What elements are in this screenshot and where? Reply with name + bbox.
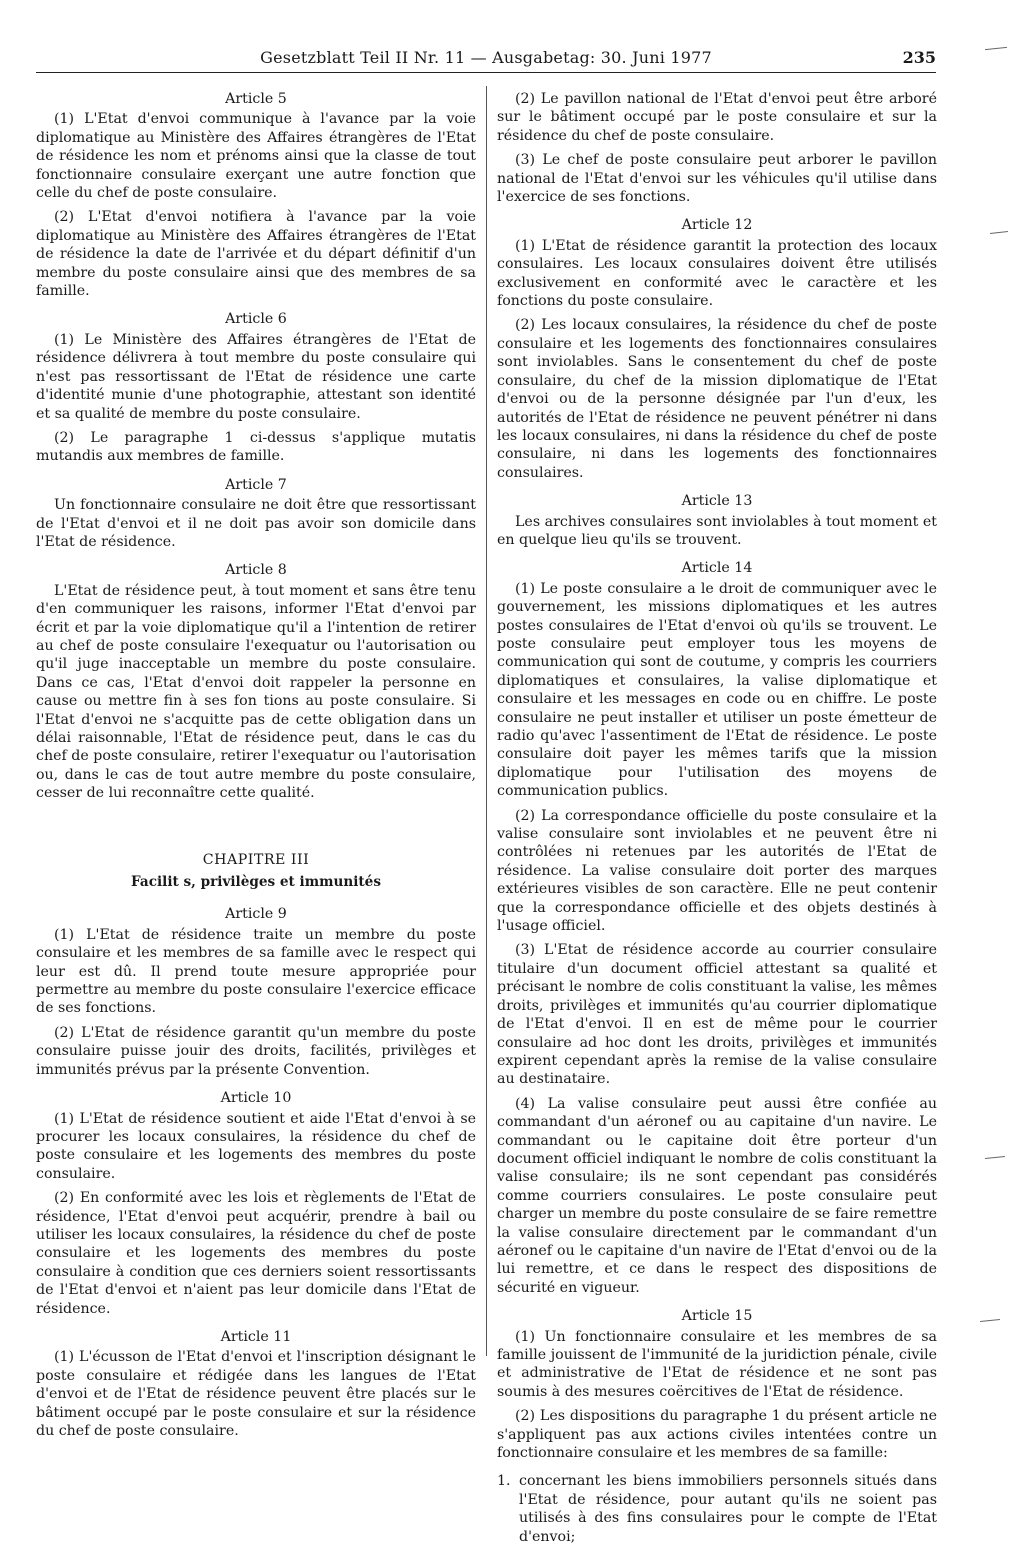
article-title: Article 5 bbox=[225, 91, 287, 107]
article-paragraph: (2) Les locaux consulaires, la résidence du chef de poste consulaire et les logements des fonctionnaires consulaires sont inviolables. Sans le consentement du chef de poste consulaire, du chef de la mission diplomatique de l'Etat d'envoi ou de la personne désignée par l'un d'eux, les autorités de l'Etat de résidence ne peuvent pénétrer ni dans les locaux consulaires, ni dans la résidence du chef de poste consulaire, ni dans les logements des fonctionnaires consulaires. bbox=[497, 317, 937, 481]
article-paragraph: (1) L'Etat d'envoi communique à l'avance par la voie diplomatique au Ministère des Affaires étrangères de l'Etat de résidence les nom et prénoms ainsi que la classe de tout fonctionnaire consulaire exerçant une autre fonction que celle du chef de poste consulaire. bbox=[36, 111, 476, 202]
left-articles bbox=[36, 90, 476, 803]
article-paragraph: (2) En conformité avec les lois et règlements de l'Etat de résidence, l'Etat d'envoi peut acquérir, prendre à bail ou utiliser les locaux consulaires, la résidence du chef de poste consulaire et les logements des membres du poste consulaire à condition que ces derniers soient ressortissants de l'Etat d'envoi et n'aient pas leur domicile dans l'Etat de résidence. bbox=[36, 1190, 476, 1317]
article-block bbox=[497, 90, 937, 206]
article-paragraph: (1) L'Etat de résidence soutient et aide l'Etat d'envoi à se procurer les locaux consulaires, la résidence du chef de poste consulaire et les logements des membres du poste consulaire. bbox=[36, 1110, 476, 1182]
page-number: 235 bbox=[902, 48, 936, 67]
article-paragraph: (2) Le pavillon national de l'Etat d'envoi peut être arboré sur le bâtiment occupé par le poste consulaire et sur la résidence du chef de poste consulaire. bbox=[497, 91, 937, 144]
article-block bbox=[36, 476, 476, 552]
list-number: 1. bbox=[497, 1473, 511, 1490]
list-item bbox=[497, 1472, 937, 1546]
article-title: Article 6 bbox=[225, 311, 287, 328]
article-paragraph: (2) L'Etat d'envoi notifiera à l'avance par la voie diplomatique au Ministère des Affaires étrangères de l'Etat de résidence la date de l'arrivée et du départ définitif d'un membre du poste consulaire ainsi que des membres de sa famille. bbox=[36, 209, 476, 300]
article-paragraph: (1) L'Etat de résidence garantit la protection des locaux consulaires. Les locaux consulaires doivent être utilisés exclusivement en conformité avec le caractère et les fonctions du poste consulaire. bbox=[497, 237, 937, 310]
article-block bbox=[497, 492, 937, 549]
column-divider bbox=[486, 86, 487, 1356]
margin-mark bbox=[985, 47, 1007, 50]
article-block bbox=[36, 905, 476, 1079]
article-paragraph: (3) Le chef de poste consulaire peut arborer le pavillon national de l'Etat d'envoi sur les véhicules qu'il utilise dans l'exercice de ses fonctions. bbox=[497, 152, 937, 206]
right-column bbox=[497, 90, 937, 1546]
article-block bbox=[497, 559, 937, 1297]
margin-mark bbox=[985, 1156, 1005, 1159]
article-paragraph: (1) Le poste consulaire a le droit de communiquer avec le gouvernement, les missions diplomatiques et les autres postes consulaires de l'Etat d'envoi où qu'ils se trouvent. Le poste consulaire peut employer tous les moyens de communication qui sont de coutume, y compris les courriers diplomatiques et consulaires, la valise diplomatique et consulaire et les messages en code ou en chiffre. Le poste consulaire ne peut installer et utiliser un poste émetteur de radio qu'avec l'assentiment de l'Etat de résidence. Le poste consulaire doit payer les mêmes tarifs que la mission diplomatique pour l'utilisation des moyens de communication publics. bbox=[497, 580, 937, 800]
article-block bbox=[497, 216, 937, 482]
article-block bbox=[36, 310, 476, 465]
article-paragraph: Les archives consulaires sont inviolables à tout moment et en quelque lieu qu'ils se trouvent. bbox=[497, 513, 937, 548]
right-articles bbox=[497, 90, 937, 1462]
numbered-list bbox=[497, 1472, 937, 1546]
article-title: Article 11 bbox=[220, 1328, 292, 1345]
article-paragraph: (1) L'Etat de résidence traite un membre du poste consulaire et les membres de sa famille avec le respect qui leur est dû. Il prend toute mesure appropriée pour permettre au membre du poste consulaire l'exercice efficace de ses fonctions. bbox=[36, 926, 476, 1017]
page-header bbox=[36, 46, 936, 73]
article-paragraph: (2) L'Etat de résidence garantit qu'un membre du poste consulaire puisse jouir des droits, facilités, privilèges et immunités prévus par la présente Convention. bbox=[36, 1024, 476, 1078]
article-block bbox=[36, 1089, 476, 1318]
article-paragraph: (3) L'Etat de résidence accorde au courrier consulaire titulaire d'un document officiel attestant sa qualité et précisant le nombre de colis constituant la valise, les mêmes droits, privilèges et immunités qu'au courrier diplomatique de l'Etat d'envoi. Il en est de même pour le courrier consulaire ad hoc dont les droits, privilèges et immunités expirent cependant après la remise de la valise consulaire au destinataire. bbox=[497, 942, 937, 1088]
left-column bbox=[36, 90, 476, 1450]
article-paragraph: (4) La valise consulaire peut aussi être confiée au commandant d'un aéronef ou au capitaine d'un navire. Le commandant ou le capitaine doit être porteur d'un document officiel indiquant le nombre de colis constituant la valise consulaire; ils ne sont cependant pas considérés comme courriers consulaires. Le poste consulaire peut charger un membre du poste consulaire de se faire remettre la valise consulaire directement par le commandant d'un aéronef ou le capitaine d'un navire de l'Etat d'envoi ou de la lui remettre, et ce dans le respect des dispositions de sécurité en vigueur. bbox=[497, 1095, 937, 1296]
article-paragraph: (2) Les dispositions du paragraphe 1 du présent article ne s'appliquent pas aux actions civiles intentées contre un fonctionnaire consulaire et les membres de sa famille: bbox=[497, 1408, 937, 1462]
header-title: Gesetzblatt Teil II Nr. 11 — Ausgabetag: 30. Juni 1977 bbox=[260, 48, 712, 67]
article-title: Article 8 bbox=[225, 562, 287, 579]
article-block bbox=[497, 1307, 937, 1462]
article-title: Article 12 bbox=[681, 217, 753, 234]
article-title: Article 15 bbox=[681, 1308, 753, 1325]
article-block bbox=[36, 1328, 476, 1440]
margin-mark bbox=[980, 1319, 1000, 1322]
chapter-title: CHAPITRE III bbox=[202, 851, 310, 868]
article-title: Article 9 bbox=[225, 906, 287, 923]
left-articles-after-chapter bbox=[36, 905, 476, 1440]
article-title: Article 10 bbox=[220, 1090, 292, 1107]
article-title: Article 13 bbox=[681, 493, 753, 510]
article-block bbox=[36, 90, 476, 300]
article-block bbox=[36, 561, 476, 802]
article-paragraph: (1) L'écusson de l'Etat d'envoi et l'inscription désignant le poste consulaire et rédigée dans les langues de l'Etat d'envoi et de l'Etat de résidence peuvent être placés sur le bâtiment occupé par le poste consulaire et sur la résidence du chef de poste consulaire. bbox=[36, 1349, 476, 1439]
article-title: Article 7 bbox=[225, 476, 287, 493]
chapter-subtitle: Facilit s, privilèges et immunités bbox=[131, 874, 381, 891]
article-paragraph: L'Etat de résidence peut, à tout moment et sans être tenu d'en communiquer les raisons, informer l'Etat d'envoi par écrit et par la voie diplomatique qu'il a l'intention de retirer au chef de poste consulaire l'exequatur ou l'autorisation ou qu'il juge inacceptable un membre du poste consulaire. Dans ce cas, l'Etat d'envoi doit rappeler la personne en cause ou mettre fin à ses fon tions au poste consulaire. Si l'Etat d'envoi ne s'acquitte pas de cette obligation dans un délai raisonnable, l'Etat de résidence peut, dans le cas du chef de poste consulaire, retirer l'exequatur ou l'autorisation ou, dans le cas de tout autre membre du poste consulaire, cesser de lui reconnaître cette qualité. bbox=[36, 582, 476, 802]
margin-mark bbox=[990, 231, 1008, 234]
list-text: concernant les biens immobiliers personnels situés dans l'Etat de résidence, pour autant qu'ils ne soient pas utilisés à des fins consulaires pour le compte de l'Etat d'envoi; bbox=[519, 1473, 937, 1545]
article-paragraph: (1) Le Ministère des Affaires étrangères de l'Etat de résidence délivrera à tout membre du poste consulaire qui n'est pas ressortissant de l'Etat de résidence une carte d'identité munie d'une photographie, attestant son identité et sa qualité de membre du poste consulaire. bbox=[36, 331, 476, 422]
article-paragraph: (2) La correspondance officielle du poste consulaire et la valise consulaire sont inviolables et ne peuvent être ni contrôlées ni retenues par les autorités de l'Etat de résidence. La valise consulaire doit porter des marques extérieures visibles de son caractère. Elle ne peut contenir que la correspondance officielle et des objets destinés à l'usage officiel. bbox=[497, 807, 937, 935]
article-paragraph: (2) Le paragraphe 1 ci-dessus s'applique mutatis mutandis aux membres de famille. bbox=[36, 429, 476, 465]
article-paragraph: Un fonctionnaire consulaire ne doit être que ressortissant de l'Etat d'envoi et il ne doit pas avoir son domicile dans l'Etat de résidence. bbox=[36, 497, 476, 550]
article-paragraph: (1) Un fonctionnaire consulaire et les membres de sa famille jouissent de l'immunité de la juridiction pénale, civile et administrative de l'Etat de résidence et ne sont pas soumis à des mesures coërcitives de l'Etat de résidence. bbox=[497, 1328, 937, 1400]
article-title: Article 14 bbox=[681, 560, 753, 577]
